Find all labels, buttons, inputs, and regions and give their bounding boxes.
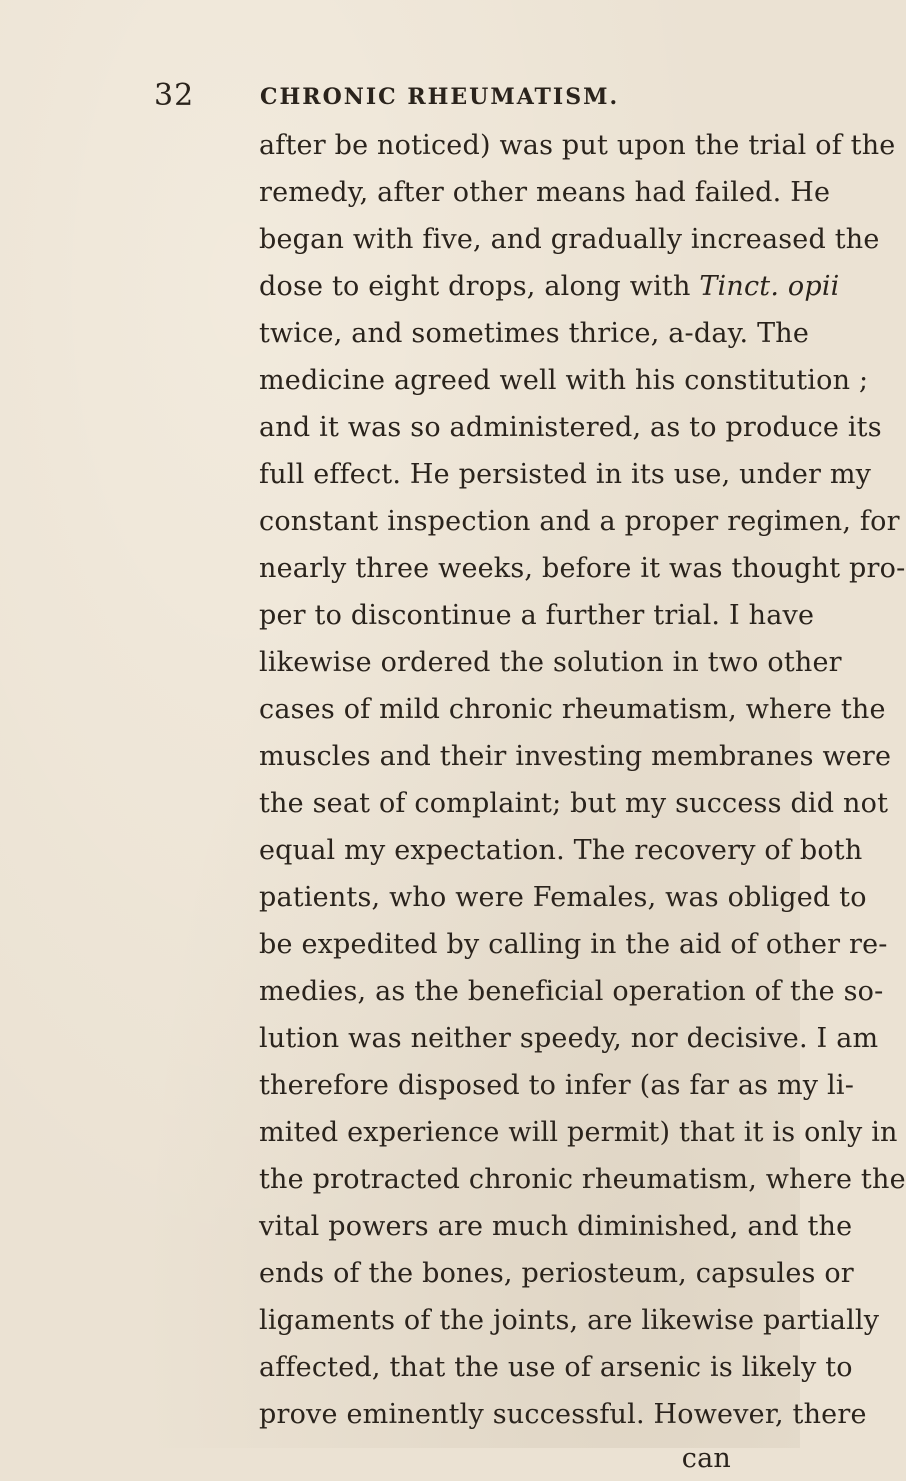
text-line: and it was so administered, as to produce its — [259, 412, 882, 443]
text-line: full effect. He persisted in its use, under my — [259, 459, 872, 490]
text-line: the protracted chronic rheumatism, where the — [259, 1164, 906, 1195]
italic-term: Tinct. opii — [699, 271, 840, 302]
text-line: patients, who were Females, was obliged to — [259, 882, 867, 913]
text-line: cases of mild chronic rheumatism, where the — [259, 694, 886, 725]
text-line: nearly three weeks, before it was thought pro- — [259, 553, 906, 584]
text-line: likewise ordered the solution in two other — [259, 647, 842, 678]
running-title: CHRONIC RHEUMATISM. — [260, 84, 620, 110]
text-line: twice, and sometimes thrice, a-day. The — [259, 318, 810, 349]
text-run: dose to eight drops, along with — [259, 271, 700, 302]
text-line: vital powers are much diminished, and the — [259, 1211, 853, 1242]
text-line: began with five, and gradually increased the — [259, 224, 880, 255]
text-line: remedy, after other means had failed. He — [259, 177, 831, 208]
text-line: ligaments of the joints, are likewise partially — [259, 1305, 880, 1336]
text-line: per to discontinue a further trial. I have — [259, 600, 815, 631]
text-line: therefore disposed to infer (as far as my li- — [259, 1070, 855, 1101]
text-line: medies, as the beneficial operation of the so- — [259, 976, 884, 1007]
catchword: can — [681, 1443, 731, 1474]
text-line: lution was neither speedy, nor decisive. I am — [259, 1023, 879, 1054]
text-line: prove eminently successful. However, there — [259, 1399, 867, 1430]
text-line: mited experience will permit) that it is only in — [259, 1117, 898, 1148]
text-line: be expedited by calling in the aid of other re- — [259, 929, 888, 960]
text-line: equal my expectation. The recovery of both — [259, 835, 863, 866]
text-line: ends of the bones, periosteum, capsules or — [259, 1258, 854, 1289]
page-number: 32 — [154, 78, 195, 113]
text-line: the seat of complaint; but my success did not — [259, 788, 889, 819]
text-line: after be noticed) was put upon the trial of the — [259, 130, 896, 161]
text-line: affected, that the use of arsenic is likely to — [259, 1352, 853, 1383]
running-head — [0, 78, 800, 118]
text-line: medicine agreed well with his constitution ; — [259, 365, 869, 396]
text-line: constant inspection and a proper regimen, for — [259, 506, 900, 537]
text-line — [259, 265, 840, 309]
text-line: muscles and their investing membranes were — [259, 741, 892, 772]
